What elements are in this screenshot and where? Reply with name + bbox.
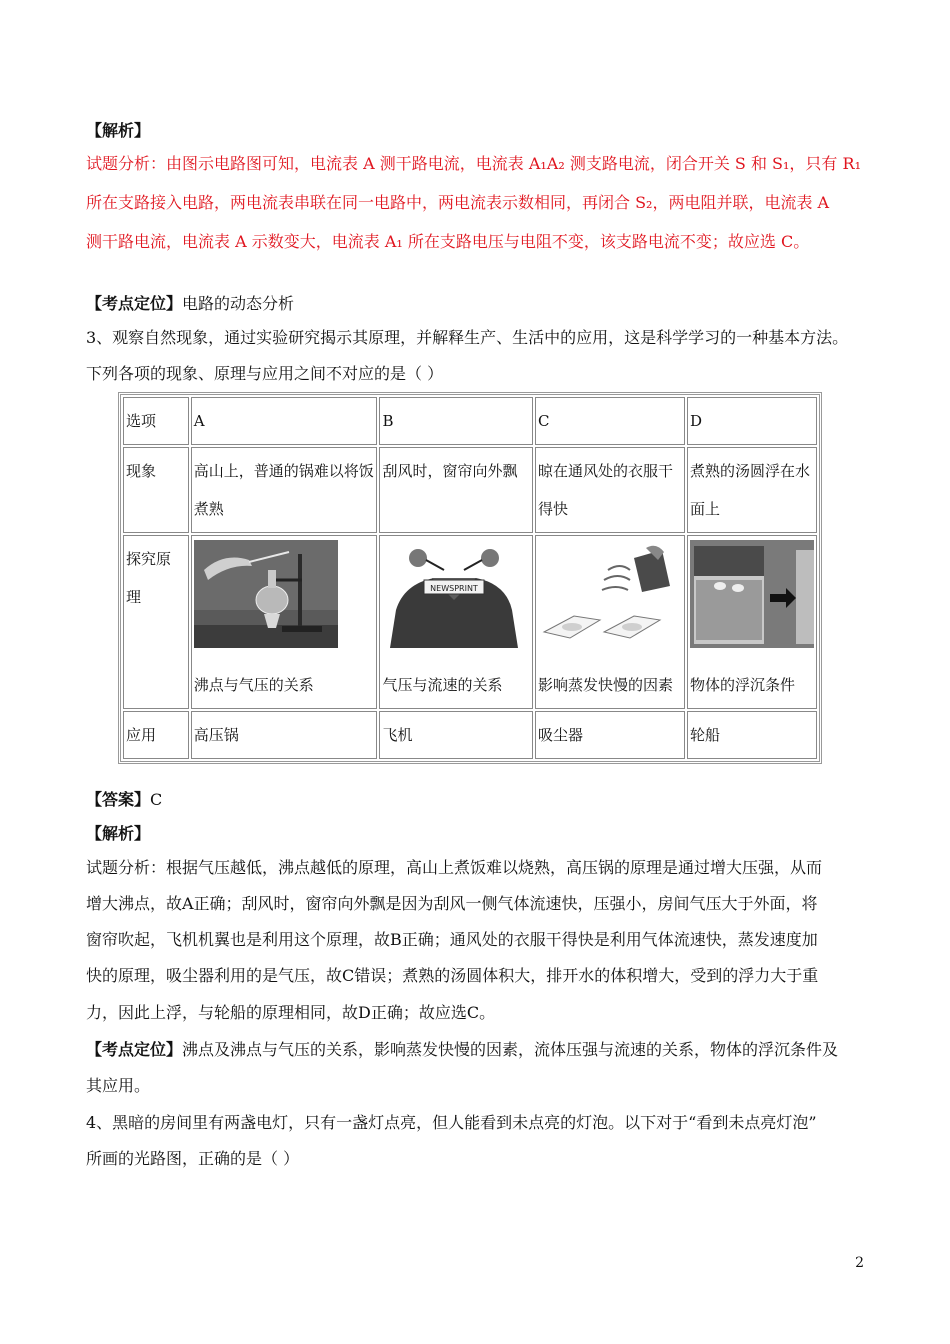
question-3-line-1: 3、观察自然现象，通过实验研究揭示其原理，并解释生产、生活中的应用，这是科学学习的一种基本方法。	[86, 328, 849, 347]
principle-text-b: 气压与流速的关系	[382, 676, 503, 694]
kaodian-2-line-1	[86, 1037, 838, 1060]
table-header-row	[123, 397, 817, 445]
page-number: 2	[855, 1255, 864, 1271]
analysis-header-2: 【解析】	[86, 824, 151, 843]
analysis-2-line-5: 力，因此上浮，与轮船的原理相同，故D正确；故应选C。	[86, 1003, 496, 1022]
analysis-header-1: 【解析】	[86, 121, 151, 140]
row-label-application: 应用	[123, 711, 189, 759]
kaodian-1-label: 【考点定位】	[86, 294, 183, 313]
options-table	[118, 392, 822, 764]
analysis-2-line-3: 窗帘吹起，飞机机翼也是利用这个原理，故B正确；通风处的衣服干得快是利用气体流速快，蒸发速度加	[86, 930, 818, 949]
principle-text-d: 物体的浮沉条件	[689, 676, 795, 694]
principle-text-a: 沸点与气压的关系	[193, 676, 314, 694]
phenomenon-cell-b: 刮风时，窗帘向外飘	[379, 447, 533, 533]
table-header-cell: B	[379, 397, 533, 445]
table-header-cell: D	[687, 397, 817, 445]
paper-blowing-photo	[382, 540, 530, 650]
analysis-1-line-3: 测干路电流，电流表 A 示数变大，电流表 A₁ 所在支路电压与电阻不变，该支路电流不变；故应选 C。	[86, 232, 810, 251]
boiling-apparatus-photo	[194, 540, 375, 650]
paper-label: NEWSPRINT	[430, 584, 479, 593]
floating-beaker-photo	[690, 540, 814, 650]
kaodian-2-line-2: 其应用。	[86, 1076, 151, 1095]
principle-cell-a	[191, 535, 378, 709]
analysis-2-line-2: 增大沸点，故A正确；刮风时，窗帘向外飘是因为刮风一侧气体流速快，压强小，房间气压大于外面，将	[86, 894, 818, 913]
analysis-1-line-2: 所在支路接入电路，两电流表串联在同一电路中，两电流表示数相同，再闭合 S₂，两电阻并联，电流表 A	[86, 193, 830, 212]
table-header-cell: C	[535, 397, 685, 445]
principle-cell-d	[687, 535, 817, 709]
phenomenon-cell-d: 煮熟的汤圆浮在水面上	[687, 447, 817, 533]
application-cell-d: 轮船	[687, 711, 817, 759]
question-4-line-2: 所画的光路图，正确的是（ ）	[86, 1149, 300, 1168]
kaodian-1	[86, 291, 294, 314]
table-row-phenomenon	[123, 447, 817, 533]
phenomenon-cell-c: 晾在通风处的衣服干得快	[535, 447, 685, 533]
answer-label: 【答案】	[86, 790, 151, 809]
evaporation-photo	[538, 540, 682, 650]
kaodian-2-label: 【考点定位】	[86, 1040, 183, 1059]
table-row-principle	[123, 535, 817, 709]
table-header-cell: 选项	[123, 397, 189, 445]
principle-text-c: 影响蒸发快慢的因素	[537, 676, 673, 694]
analysis-1-line-1: 试题分析：由图示电路图可知，电流表 A 测干路电流，电流表 A₁A₂ 测支路电流，闭合开关 S 和 S₁，只有 R₁	[86, 154, 861, 173]
kaodian-2-text: 沸点及沸点与气压的关系，影响蒸发快慢的因素，流体压强与流速的关系，物体的浮沉条件及	[182, 1040, 839, 1059]
kaodian-1-text: 电路的动态分析	[182, 294, 295, 313]
principle-cell-c	[535, 535, 685, 709]
question-3-line-2: 下列各项的现象、原理与应用之间不对应的是（ ）	[86, 364, 444, 383]
phenomenon-cell-a: 高山上，普通的锅难以将饭煮熟	[191, 447, 378, 533]
application-cell-b: 飞机	[379, 711, 533, 759]
table-header-cell: A	[191, 397, 378, 445]
answer	[86, 787, 162, 810]
application-cell-a: 高压锅	[191, 711, 378, 759]
principle-cell-b	[379, 535, 533, 709]
row-label-principle: 探究原理	[123, 535, 189, 709]
table-row-application	[123, 711, 817, 759]
answer-value: C	[150, 790, 163, 809]
row-label-phenomenon: 现象	[123, 447, 189, 533]
question-4-line-1: 4、黑暗的房间里有两盏电灯，只有一盏灯点亮，但人能看到未点亮的灯泡。以下对于“看到未点亮灯泡”	[86, 1113, 817, 1132]
analysis-2-line-1: 试题分析：根据气压越低，沸点越低的原理，高山上煮饭难以烧熟，高压锅的原理是通过增大压强，从而	[86, 858, 823, 877]
application-cell-c: 吸尘器	[535, 711, 685, 759]
analysis-2-line-4: 快的原理，吸尘器利用的是气压，故C错误；煮熟的汤圆体积大，排开水的体积增大，受到的浮力大于重	[86, 966, 819, 985]
